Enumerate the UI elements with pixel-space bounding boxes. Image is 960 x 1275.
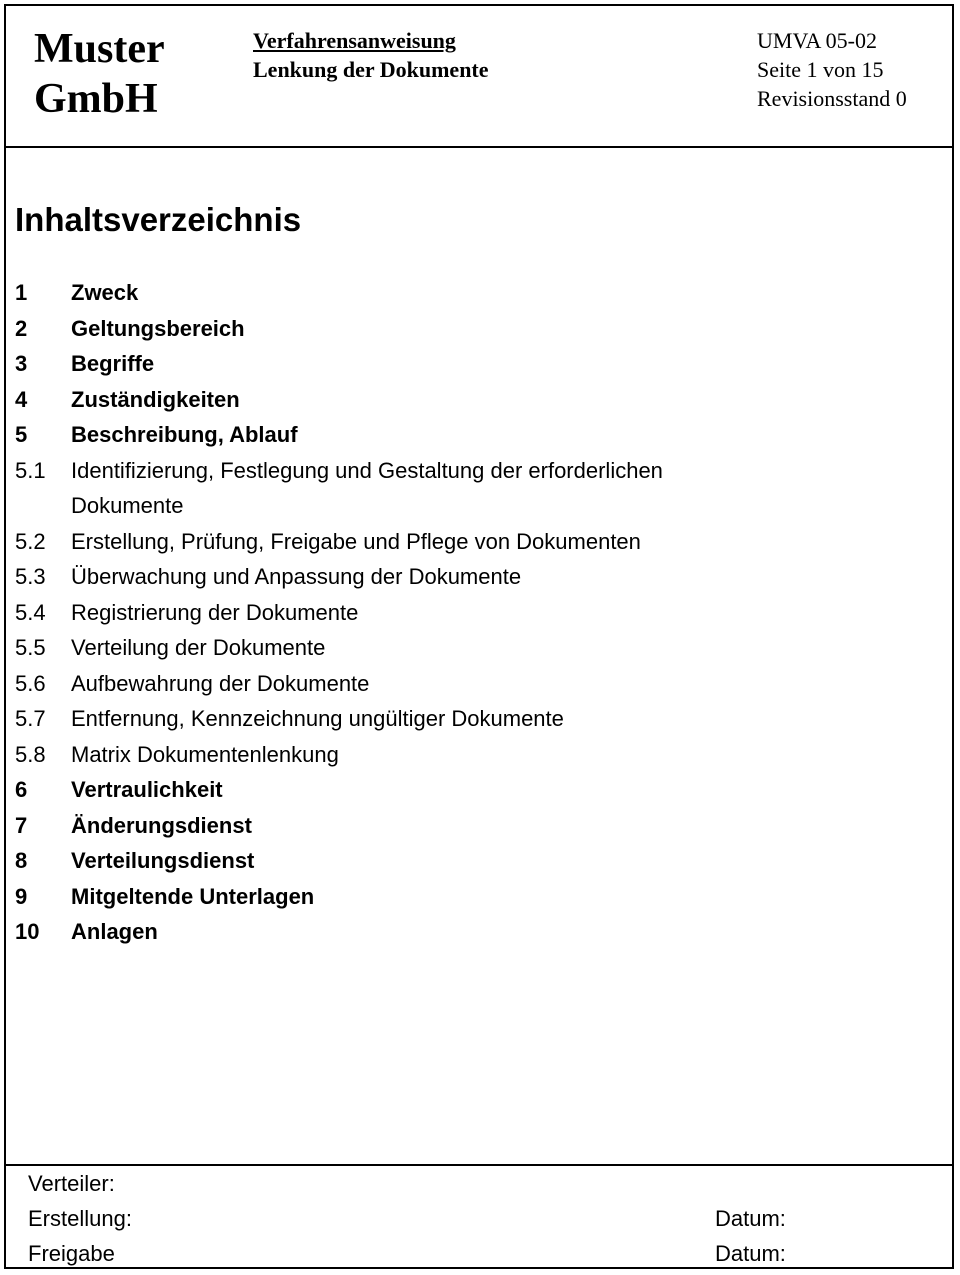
toc-list	[15, 275, 915, 950]
toc-item-number: 3	[15, 351, 28, 376]
toc-item	[15, 595, 915, 631]
toc-item-text: Entfernung, Kennzeichnung ungültiger Dokumente	[71, 706, 564, 731]
toc-item-number: 5.7	[15, 706, 46, 731]
creation-date-label: Datum:	[715, 1206, 786, 1231]
toc-item-number: 8	[15, 848, 28, 873]
toc-item-text: Identifizierung, Festlegung und Gestaltung der erforderlichen	[71, 457, 663, 483]
toc-item	[15, 701, 915, 737]
toc-item-number: 5.2	[15, 528, 46, 554]
table-of-contents	[15, 200, 915, 944]
toc-item-number: 5.5	[15, 635, 46, 660]
document-meta	[757, 26, 907, 113]
toc-item	[15, 524, 915, 560]
toc-item	[15, 879, 915, 915]
toc-item-text: Begriffe	[71, 351, 155, 376]
toc-item-text: Matrix Dokumentenlenkung	[71, 741, 339, 767]
document-footer	[4, 1164, 954, 1271]
creation-row	[4, 1201, 954, 1236]
document-title: Lenkung der Dokumente	[253, 57, 489, 82]
toc-item-text: Zweck	[71, 280, 139, 305]
toc-item-text: Mitgeltende Unterlagen	[71, 883, 315, 909]
company-name-line2: GmbH	[34, 76, 158, 122]
release-date-label: Datum:	[715, 1241, 786, 1266]
toc-item	[15, 772, 915, 808]
toc-item-number: 5.6	[15, 670, 46, 696]
toc-item	[15, 843, 915, 879]
toc-item-text: Aufbewahrung der Dokumente	[71, 670, 370, 696]
toc-item-number: 5.8	[15, 741, 46, 767]
company-name-line1: Muster	[34, 26, 165, 72]
distribution-label: Verteiler:	[28, 1171, 115, 1196]
document-kind: Verfahrensanweisung	[253, 28, 456, 53]
toc-item-text: Beschreibung, Ablauf	[71, 422, 298, 447]
toc-item-number: 1	[15, 280, 28, 305]
company-name	[34, 24, 165, 124]
toc-item-number: 2	[15, 315, 28, 341]
page-info: Seite 1 von 15	[757, 57, 884, 82]
toc-item-number: 5.1	[15, 457, 46, 483]
toc-item-number	[15, 488, 71, 524]
toc-item-text: Registrierung der Dokumente	[71, 599, 359, 625]
document-number: UMVA 05-02	[757, 28, 878, 53]
release-label: Freigabe	[28, 1241, 115, 1266]
toc-item	[15, 488, 915, 524]
toc-item-text: Änderungsdienst	[71, 812, 252, 838]
toc-item	[15, 559, 915, 595]
toc-item-text: Geltungsbereich	[71, 315, 245, 341]
document-header	[4, 4, 954, 148]
creation-label: Erstellung:	[28, 1206, 132, 1231]
toc-item	[15, 311, 915, 347]
toc-item-number: 5.3	[15, 564, 46, 589]
toc-item	[15, 808, 915, 844]
toc-item-number: 4	[15, 386, 28, 412]
toc-item-number: 9	[15, 883, 28, 909]
toc-item-text: Zuständigkeiten	[71, 386, 240, 412]
toc-item	[15, 453, 915, 489]
toc-item-text: Überwachung und Anpassung der Dokumente	[71, 564, 522, 589]
distribution-row	[4, 1166, 954, 1201]
release-row	[4, 1236, 954, 1271]
toc-item	[15, 666, 915, 702]
toc-item	[15, 417, 915, 453]
toc-item-number: 6	[15, 777, 28, 802]
toc-item	[15, 737, 915, 773]
toc-item-number: 10	[15, 919, 40, 944]
toc-item	[15, 346, 915, 382]
toc-item-text: Anlagen	[71, 919, 158, 944]
document-type	[253, 26, 489, 84]
toc-item-number: 5.4	[15, 599, 46, 625]
toc-item-text: Dokumente	[71, 493, 184, 518]
toc-item-text: Verteilungsdienst	[71, 848, 255, 873]
toc-heading: Inhaltsverzeichnis	[15, 201, 302, 238]
toc-item-number: 5	[15, 422, 28, 447]
toc-item	[15, 382, 915, 418]
toc-item-text: Erstellung, Prüfung, Freigabe und Pflege von Dokumenten	[71, 528, 641, 554]
toc-item	[15, 275, 915, 311]
toc-item	[15, 630, 915, 666]
revision-status: Revisionsstand 0	[757, 86, 907, 111]
toc-item-number: 7	[15, 812, 28, 838]
toc-item	[15, 914, 915, 950]
toc-item-text: Vertraulichkeit	[71, 777, 223, 802]
toc-item-text: Verteilung der Dokumente	[71, 635, 326, 660]
